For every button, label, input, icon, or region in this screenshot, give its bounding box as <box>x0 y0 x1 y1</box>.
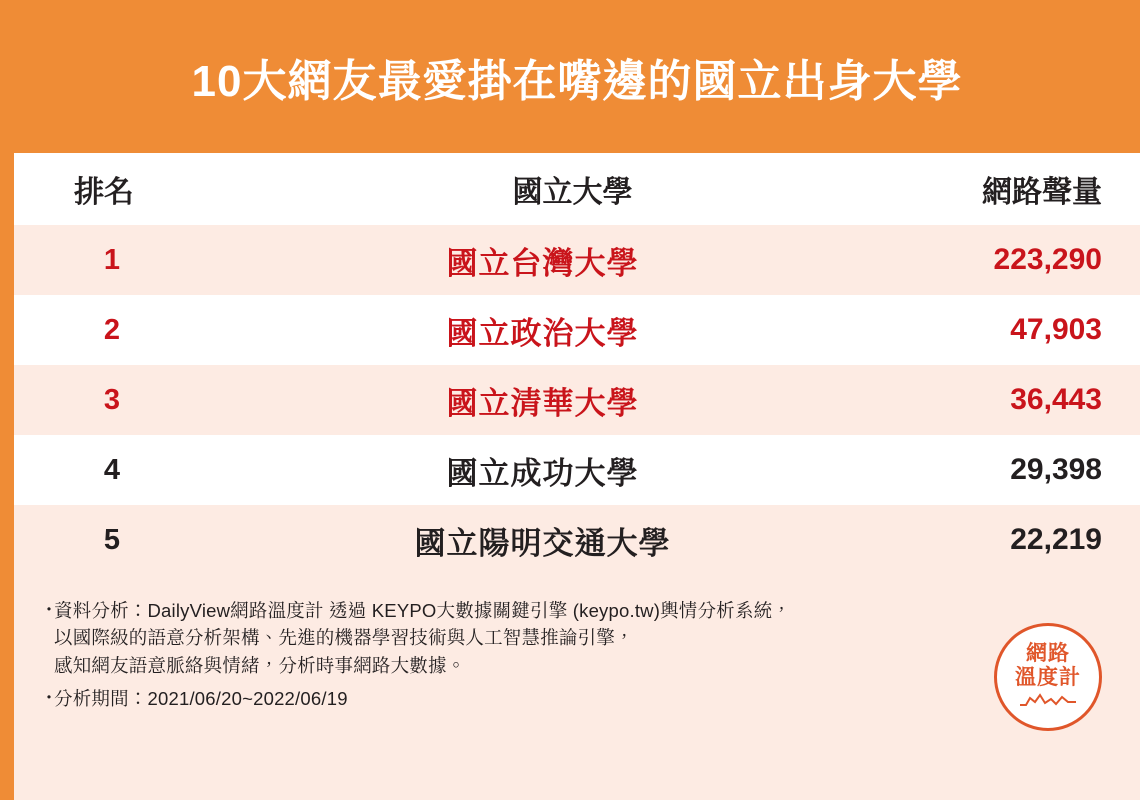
row-volume: 29,398 <box>1010 453 1102 486</box>
row-rank: 3 <box>103 383 121 416</box>
wave-icon <box>1018 693 1078 712</box>
row-university: 國立清華大學 <box>446 385 639 421</box>
logo-line-2: 溫度計 <box>1015 665 1081 689</box>
table-header-row <box>14 153 1140 225</box>
table-row <box>14 295 1140 365</box>
table-row <box>14 365 1140 435</box>
source-note <box>40 597 1140 679</box>
source-line-3: 感知網友語意脈絡與情緒，分析時事網路大數據。 <box>54 654 466 676</box>
row-rank: 1 <box>103 243 121 276</box>
footer-note <box>14 575 1140 800</box>
row-university: 國立台灣大學 <box>446 245 639 281</box>
column-header-volume: 網路聲量 <box>982 176 1102 209</box>
column-header-rank: 排名 <box>74 176 134 209</box>
left-accent-bar <box>0 0 14 800</box>
logo-line-1: 網路 <box>1026 641 1070 665</box>
header-band <box>14 0 1140 153</box>
bullet-icon: ・ <box>40 688 58 709</box>
row-university: 國立成功大學 <box>446 455 639 491</box>
table-row <box>14 435 1140 505</box>
row-volume: 22,219 <box>1010 523 1102 556</box>
row-rank: 4 <box>103 453 121 486</box>
row-volume: 47,903 <box>1010 313 1102 346</box>
source-line-1: 資料分析：DailyView網路溫度計 透過 KEYPO大數據關鍵引擎 (keypo.tw)輿情分析系統， <box>54 600 791 621</box>
table-row <box>14 225 1140 295</box>
ranking-table <box>14 153 1140 575</box>
row-volume: 223,290 <box>993 243 1102 276</box>
bullet-icon: ・ <box>40 600 58 620</box>
row-university: 國立政治大學 <box>446 315 639 351</box>
period-note <box>40 685 1140 712</box>
row-university: 國立陽明交通大學 <box>414 525 671 561</box>
brand-logo <box>994 623 1102 731</box>
column-header-university: 國立大學 <box>512 176 633 209</box>
period-line: 分析期間：2021/06/20~2022/06/19 <box>54 688 348 710</box>
row-volume: 36,443 <box>1010 383 1102 416</box>
row-rank: 2 <box>103 313 121 346</box>
source-line-2: 以國際級的語意分析架構、先進的機器學習技術與人工智慧推論引擎， <box>54 627 634 649</box>
row-rank: 5 <box>103 523 121 556</box>
table-row <box>14 505 1140 575</box>
page-title: 10大網友最愛掛在嘴邊的國立出身大學 <box>191 56 963 106</box>
